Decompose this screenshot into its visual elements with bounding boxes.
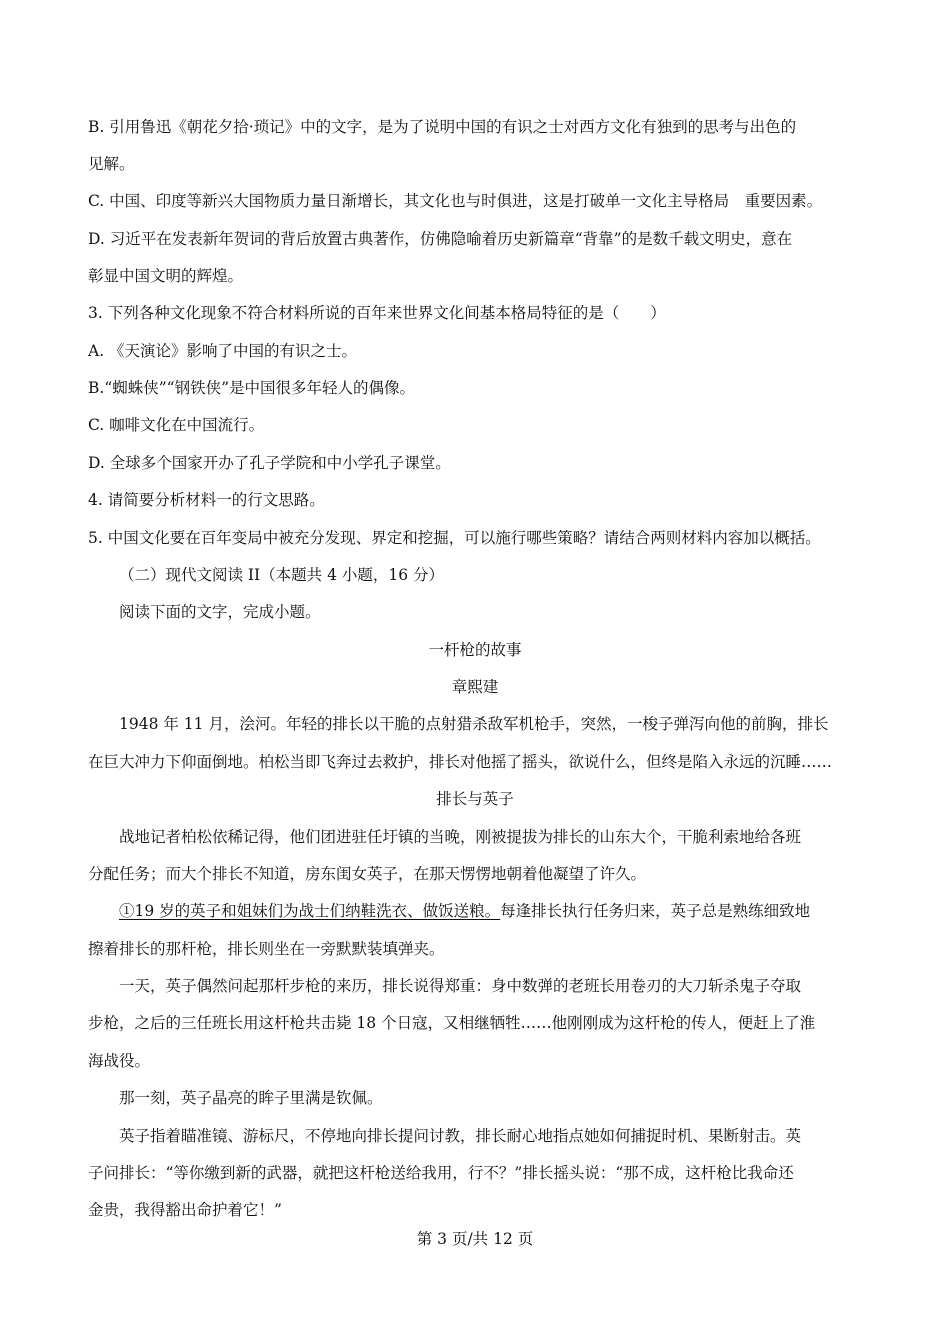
- section-heading: （二）现代文阅读 II（本题共 4 小题，16 分）: [119, 566, 445, 584]
- paragraph-2-line1: 战地记者柏松依稀记得，他们团进驻任圩镇的当晚，刚被提拔为排长的山东大个，干脆利索地给各班: [119, 828, 802, 846]
- paragraph-3-rest: 每逢排长执行任务归来，英子总是熟练细致地: [500, 902, 811, 920]
- paragraph-3-line2: 擦着排长的那杆枪，排长则坐在一旁默默装填弹夹。: [88, 940, 445, 958]
- option-d-line2: 彰显中国文明的辉煌。: [88, 267, 244, 285]
- underlined-sentence-1: ①19 岁的英子和姐妹们为战士们纳鞋洗衣、做饭送粮。: [119, 902, 501, 920]
- paragraph-4-line1: 一天，英子偶然问起那杆步枪的来历，排长说得郑重：身中数弹的老班长用卷刃的大刀斩杀鬼子夺取: [119, 977, 802, 995]
- paragraph-6-line3: 金贵，我得豁出命护着它！”: [88, 1201, 282, 1219]
- paragraph-6-line2: 子问排长：“等你缴到新的武器，就把这杆枪送给我用，行不？”排长摇头说：“那不成，这杆枪比我命还: [88, 1164, 794, 1182]
- question-3-option-a: A. 《天演论》影响了中国的有识之士。: [88, 342, 358, 360]
- paragraph-2-line2: 分配任务；而大个排长不知道，房东闺女英子，在那天愣愣地朝着他凝望了许久。: [88, 865, 647, 883]
- paragraph-4-line2: 步枪，之后的三任班长用这杆枪共击毙 18 个日寇，又相继牺牲……他刚刚成为这杆枪的传人，便赶上了淮: [88, 1014, 816, 1032]
- question-3-option-c: C. 咖啡文化在中国流行。: [88, 416, 265, 434]
- question-3-option-d: D. 全球多个国家开办了孔子学院和中小学孔子课堂。: [88, 454, 451, 472]
- paragraph-5: 那一刻，英子晶亮的眸子里满是钦佩。: [119, 1089, 383, 1107]
- question-5: 5. 中国文化要在百年变局中被充分发现、界定和挖掘，可以施行哪些策略？请结合两则材料内容加以概括。: [88, 529, 821, 547]
- paragraph-1-line2: 在巨大冲力下仰面倒地。柏松当即飞奔过去救护，排长对他摇了摇头，欲说什么，但终是陷入永远的沉睡……: [88, 753, 833, 771]
- reading-instruction: 阅读下面的文字，完成小题。: [119, 603, 321, 621]
- option-d-line1: D. 习近平在发表新年贺词的背后放置古典著作，仿佛隐喻着历史新篇章“背靠”的是数千载文明史，意在: [88, 230, 793, 248]
- paragraph-3-line1: [119, 900, 810, 922]
- paragraph-1-line1: 1948 年 11 月，浍河。年轻的排长以干脆的点射猎杀敌军机枪手，突然，一梭子弹泻向他的前胸，排长: [119, 715, 829, 733]
- story-title: 一杆枪的故事: [428, 641, 522, 659]
- paragraph-4-line3: 海战役。: [88, 1052, 151, 1070]
- story-author: 章熙建: [451, 678, 499, 696]
- option-b-line1: B. 引用鲁迅《朝花夕拾·琐记》中的文字，是为了说明中国的有识之士对西方文化有独到的思考与出色的: [88, 118, 797, 136]
- story-subtitle: 排长与英子: [436, 790, 514, 808]
- question-3-option-b: B.“蜘蛛侠”“钢铁侠”是中国很多年轻人的偶像。: [88, 379, 416, 397]
- paragraph-6-line1: 英子指着瞄准镜、游标尺，不停地向排长提问讨教，排长耐心地指点她如何捕捉时机、果断射击。英: [119, 1127, 802, 1145]
- option-b-line2: 见解。: [88, 155, 135, 173]
- question-4: 4. 请简要分析材料一的行文思路。: [88, 491, 325, 509]
- page-footer: 第 3 页/共 12 页: [416, 1230, 534, 1248]
- question-3: 3. 下列各种文化现象不符合材料所说的百年来世界文化间基本格局特征的是（ ）: [88, 304, 666, 322]
- option-c: C. 中国、印度等新兴大国物质力量日渐增长，其文化也与时俱进，这是打破单一文化主导格局 重要因素。: [88, 192, 823, 210]
